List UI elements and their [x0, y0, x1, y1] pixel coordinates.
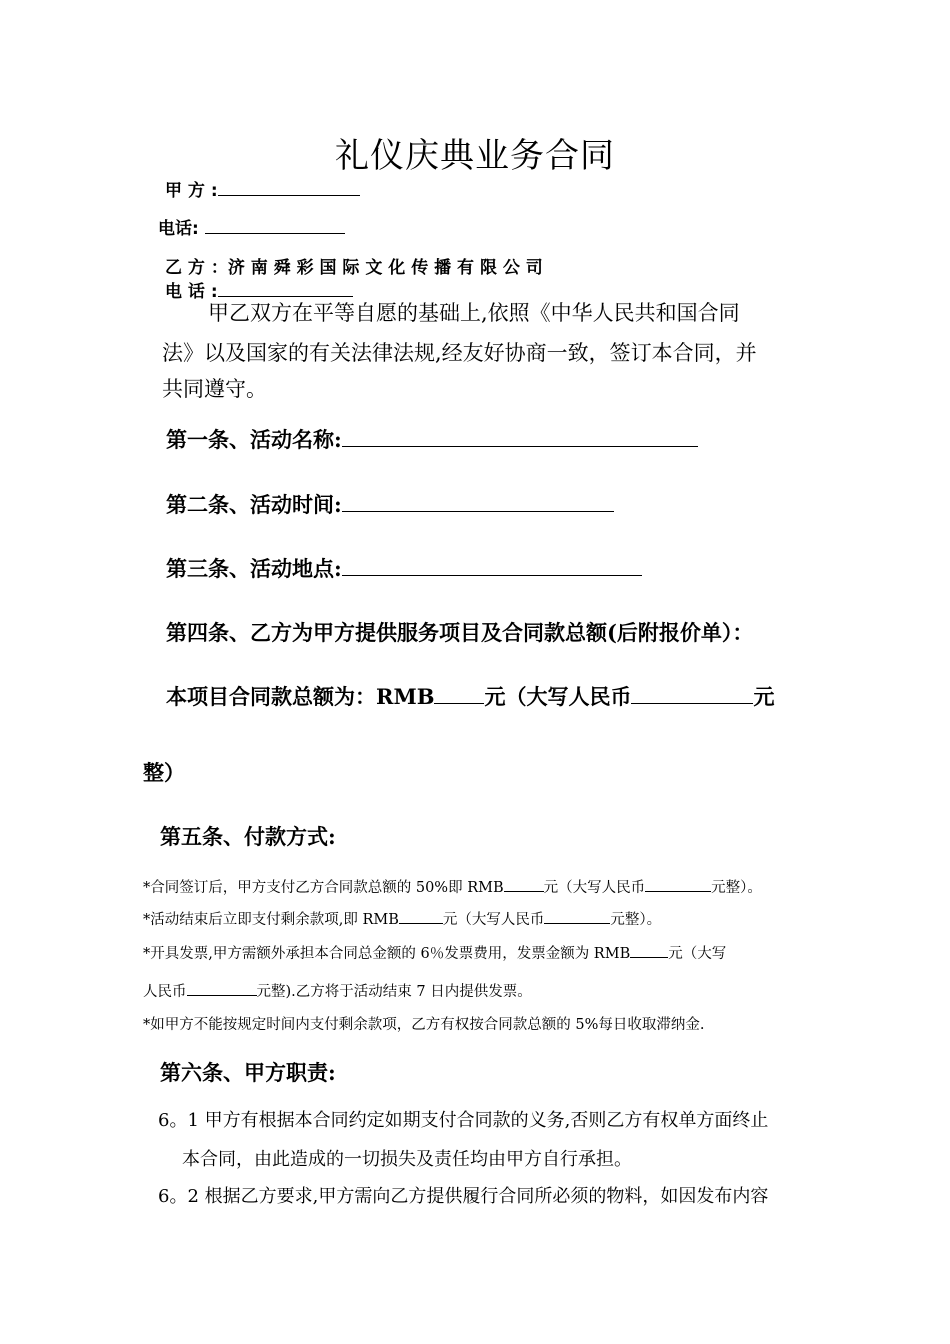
payment-item-4: *如甲方不能按规定时间内支付剩余款项，乙方有权按合同款总额的 5%每日收取滞纳金. — [143, 1017, 705, 1033]
party-a-label: 甲 方 : — [165, 181, 218, 201]
payment-3-text: *开具发票,甲方需额外承担本合同总金额的 6％发票费用，发票金额为 RMB — [143, 946, 631, 962]
party-a-blank[interactable] — [218, 178, 360, 196]
total-amount-line — [166, 681, 774, 711]
activity-location-blank[interactable] — [342, 554, 642, 576]
payment-3-mid: 元（大写 — [668, 946, 727, 962]
duty-6-2-line-1: 6。2 根据乙方要求,甲方需向乙方提供履行合同所必须的物料，如因发布内容 — [158, 1186, 769, 1207]
phone-a-label: 电话: — [158, 219, 205, 239]
payment-3-capital-blank[interactable] — [187, 981, 257, 997]
payment-1-mid: 元（大写人民币 — [543, 880, 646, 896]
payment-3-rmb-blank[interactable] — [630, 943, 668, 959]
total-rmb-blank[interactable] — [434, 682, 484, 704]
party-b-line — [165, 253, 543, 278]
article-2-line — [166, 489, 614, 519]
payment-item-1 — [143, 876, 762, 897]
article-4-heading: 第四条、乙方为甲方提供服务项目及合同款总额(后附报价单）： — [166, 620, 754, 645]
phone-a-blank[interactable] — [205, 216, 345, 234]
payment-2-text: *活动结束后立即支付剩余款项,即 RMB — [143, 912, 399, 928]
article-2-label: 第二条、活动时间: — [166, 492, 342, 517]
article-1-label: 第一条、活动名称: — [166, 427, 342, 452]
intro-line-2: 法》以及国家的有关法律法规,经友好协商一致，签订本合同，并 — [162, 341, 757, 365]
payment-2-capital-blank[interactable] — [544, 909, 610, 925]
payment-1-capital-blank[interactable] — [645, 877, 711, 893]
payment-2-rmb-blank[interactable] — [399, 909, 443, 925]
payment-item-2 — [143, 908, 661, 929]
article-3-line — [166, 553, 642, 583]
phone-a-line — [158, 214, 345, 239]
total-capital-blank[interactable] — [631, 682, 753, 704]
payment-1-rmb-blank[interactable] — [504, 877, 544, 893]
phone-b-label: 电 话 : — [165, 282, 218, 302]
payment-3-cont-text: 人民币 — [143, 984, 187, 1000]
payment-1-end: 元整）。 — [711, 880, 762, 896]
party-b-name: 济 南 舜 彩 国 际 文 化 传 播 有 限 公 司 — [227, 258, 543, 278]
payment-2-mid: 元（大写人民币 — [442, 912, 545, 928]
article-5-heading: 第五条、付款方式: — [160, 824, 336, 849]
contract-title: 礼仪庆典业务合同 — [335, 136, 615, 176]
payment-item-3-cont — [143, 980, 532, 1001]
total-suffix: 元 — [753, 684, 775, 709]
article-6-heading: 第六条、甲方职责: — [160, 1060, 336, 1085]
intro-line-1: 甲乙双方在平等自愿的基础上,依照《中华人民共和国合同 — [208, 301, 740, 325]
party-a-line — [165, 176, 360, 201]
total-mid: 元（大写人民币 — [484, 684, 632, 709]
phone-b-blank[interactable] — [218, 279, 353, 297]
total-prefix: 本项目合同款总额为：RMB — [166, 684, 435, 709]
article-3-label: 第三条、活动地点: — [166, 556, 342, 581]
activity-time-blank[interactable] — [342, 490, 614, 512]
duty-6-1-line-2: 本合同，由此造成的一切损失及责任均由甲方自行承担。 — [182, 1149, 632, 1170]
party-b-label: 乙 方 ： — [165, 258, 228, 278]
activity-name-blank[interactable] — [342, 425, 698, 447]
total-wrap: 整） — [143, 760, 185, 785]
intro-line-3: 共同遵守。 — [162, 377, 267, 401]
payment-item-3 — [143, 942, 726, 963]
payment-1-text: *合同签订后，甲方支付乙方合同款总额的 50%即 RMB — [143, 880, 504, 896]
payment-2-end: 元整）。 — [610, 912, 662, 928]
duty-6-1-line-1: 6。1 甲方有根据本合同约定如期支付合同款的义务,否则乙方有权单方面终止 — [158, 1110, 769, 1131]
payment-3-end: 元整).乙方将于活动结束 7 日内提供发票。 — [256, 984, 532, 1000]
article-1-line — [166, 424, 698, 454]
